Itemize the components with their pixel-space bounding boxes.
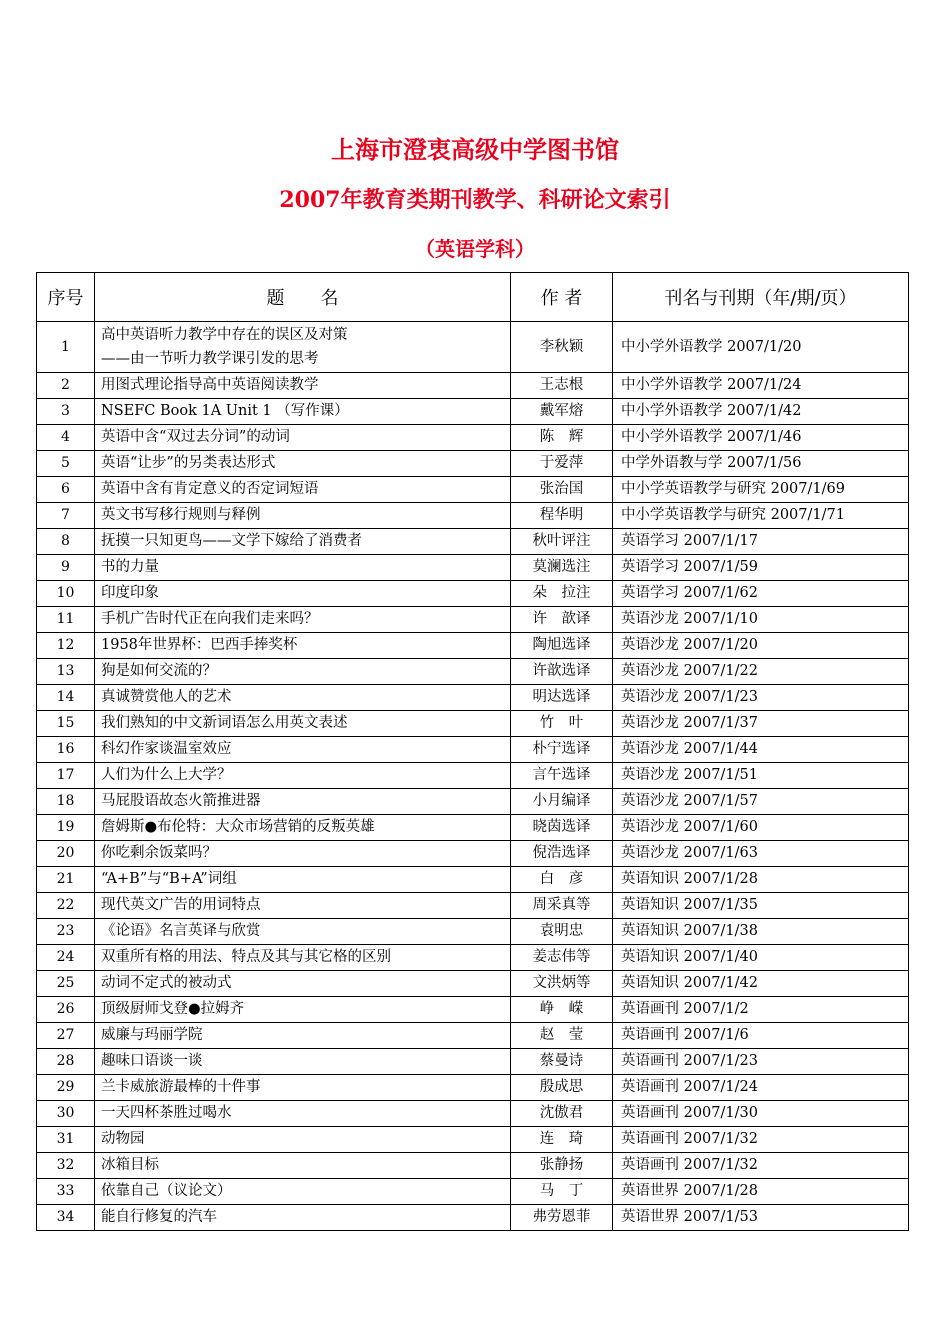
row-number: 33 [37,1179,95,1205]
row-journal: 中小学英语教学与研究 2007/1/69 [613,477,909,503]
row-number: 2 [37,373,95,399]
row-title: 威廉与玛丽学院 [95,1023,511,1049]
row-author: 姜志伟等 [511,945,613,971]
row-number: 17 [37,763,95,789]
row-number: 3 [37,399,95,425]
table-row [37,451,909,477]
row-journal: 英语沙龙 2007/1/51 [613,763,909,789]
table-row [37,529,909,555]
row-author: 张治国 [511,477,613,503]
row-title: 双重所有格的用法、特点及其与其它格的区别 [95,945,511,971]
row-journal: 英语画刊 2007/1/32 [613,1153,909,1179]
row-title [95,322,511,373]
row-author: 许 歆译 [511,607,613,633]
table-row [37,1023,909,1049]
row-title: 动物园 [95,1127,511,1153]
row-journal: 英语知识 2007/1/28 [613,867,909,893]
row-author: 陶旭选译 [511,633,613,659]
row-journal: 中小学外语教学 2007/1/20 [613,322,909,373]
row-author: 朴宁选译 [511,737,613,763]
row-title: 印度印象 [95,581,511,607]
row-journal: 英语知识 2007/1/35 [613,893,909,919]
row-title: 狗是如何交流的？ [95,659,511,685]
row-journal: 英语画刊 2007/1/30 [613,1101,909,1127]
row-author: 周采真等 [511,893,613,919]
row-number: 1 [37,322,95,373]
row-title: 詹姆斯●布伦特：大众市场营销的反叛英雄 [95,815,511,841]
table-row [37,841,909,867]
row-journal: 英语沙龙 2007/1/37 [613,711,909,737]
row-title: 我们熟知的中文新词语怎么用英文表述 [95,711,511,737]
row-journal: 中小学英语教学与研究 2007/1/71 [613,503,909,529]
row-number: 11 [37,607,95,633]
row-number: 31 [37,1127,95,1153]
row-title: 英语中含有肯定意义的否定词短语 [95,477,511,503]
row-title: 现代英文广告的用词特点 [95,893,511,919]
row-journal: 英语沙龙 2007/1/44 [613,737,909,763]
row-author: 蔡曼诗 [511,1049,613,1075]
row-journal: 英语沙龙 2007/1/22 [613,659,909,685]
table-row [37,1153,909,1179]
row-journal: 英语世界 2007/1/28 [613,1179,909,1205]
table-row [37,1101,909,1127]
table-row [37,1205,909,1231]
page-subtitle: 2007年教育类期刊教学、科研论文索引 [279,187,671,213]
row-number: 24 [37,945,95,971]
row-title: 1958年世界杯：巴西手捧奖杯 [95,633,511,659]
row-author: 莫澜选注 [511,555,613,581]
row-author: 朵 拉注 [511,581,613,607]
row-author: 赵 莹 [511,1023,613,1049]
row-author: 许歆选译 [511,659,613,685]
row-title: 英语“让步”的另类表达形式 [95,451,511,477]
table-row [37,789,909,815]
column-header-author: 作 者 [511,273,613,322]
row-journal: 英语知识 2007/1/38 [613,919,909,945]
row-author: 倪浩选译 [511,841,613,867]
row-title-line: 高中英语听力教学中存在的误区及对策 [101,327,348,343]
row-number: 22 [37,893,95,919]
row-number: 30 [37,1101,95,1127]
row-number: 13 [37,659,95,685]
table-row [37,971,909,997]
row-number: 25 [37,971,95,997]
row-author: 晓茵选译 [511,815,613,841]
row-author: 李秋颖 [511,322,613,373]
row-number: 20 [37,841,95,867]
table-row [37,685,909,711]
row-number: 9 [37,555,95,581]
table-row [37,555,909,581]
row-author: 马 丁 [511,1179,613,1205]
row-title: 《论语》名言英译与欣赏 [95,919,511,945]
row-number: 10 [37,581,95,607]
table-row [37,737,909,763]
row-title: 抚摸一只知更鸟——文学下嫁给了消费者 [95,529,511,555]
row-title: 英文书写移行规则与释例 [95,503,511,529]
row-number: 5 [37,451,95,477]
row-journal: 英语沙龙 2007/1/63 [613,841,909,867]
row-title: 用图式理论指导高中英语阅读教学 [95,373,511,399]
row-number: 27 [37,1023,95,1049]
row-author: 文洪炳等 [511,971,613,997]
table-row [37,1075,909,1101]
row-author: 沈傲君 [511,1101,613,1127]
row-author: 王志根 [511,373,613,399]
row-title: 人们为什么上大学？ [95,763,511,789]
table-row [37,1179,909,1205]
row-journal: 英语学习 2007/1/59 [613,555,909,581]
row-title: NSEFC Book 1A Unit 1 （写作课） [95,399,511,425]
row-title: 能自行修复的汽车 [95,1205,511,1231]
table-row [37,607,909,633]
table-row [37,997,909,1023]
index-table [36,272,909,1231]
row-author: 秋叶评注 [511,529,613,555]
table-row [37,659,909,685]
row-journal: 中小学外语教学 2007/1/24 [613,373,909,399]
row-title: 真诚赞赏他人的艺术 [95,685,511,711]
row-number: 19 [37,815,95,841]
row-journal: 中小学外语教学 2007/1/42 [613,399,909,425]
row-author: 白 彦 [511,867,613,893]
row-number: 4 [37,425,95,451]
table-row [37,1049,909,1075]
row-number: 18 [37,789,95,815]
table-row [37,425,909,451]
row-title: 动词不定式的被动式 [95,971,511,997]
table-row [37,581,909,607]
row-journal: 英语学习 2007/1/17 [613,529,909,555]
row-title: 你吃剩余饭菜吗？ [95,841,511,867]
row-author: 小月编译 [511,789,613,815]
row-number: 8 [37,529,95,555]
row-journal: 英语知识 2007/1/40 [613,945,909,971]
row-number: 32 [37,1153,95,1179]
row-number: 29 [37,1075,95,1101]
table-row [37,867,909,893]
row-number: 16 [37,737,95,763]
row-number: 6 [37,477,95,503]
row-journal: 英语沙龙 2007/1/20 [613,633,909,659]
row-journal: 英语沙龙 2007/1/57 [613,789,909,815]
row-author: 张静扬 [511,1153,613,1179]
row-title: 依靠自己（议论文） [95,1179,511,1205]
column-header-number: 序号 [37,273,95,322]
column-header-title: 题 名 [95,273,511,322]
table-row [37,633,909,659]
row-journal: 英语画刊 2007/1/6 [613,1023,909,1049]
table-row [37,373,909,399]
row-journal: 英语画刊 2007/1/23 [613,1049,909,1075]
row-journal: 英语学习 2007/1/62 [613,581,909,607]
table-row [37,711,909,737]
row-journal: 中学外语教与学 2007/1/56 [613,451,909,477]
table-row [37,503,909,529]
row-author: 戴军熔 [511,399,613,425]
table-row [37,477,909,503]
row-title: 一天四杯茶胜过喝水 [95,1101,511,1127]
row-journal: 英语世界 2007/1/53 [613,1205,909,1231]
table-row [37,945,909,971]
row-author: 峥 嵘 [511,997,613,1023]
row-number: 28 [37,1049,95,1075]
row-title: 手机广告时代正在向我们走来吗？ [95,607,511,633]
table-row [37,815,909,841]
row-author: 程华明 [511,503,613,529]
row-journal: 英语画刊 2007/1/32 [613,1127,909,1153]
column-header-journal: 刊名与刊期（年/期/页） [613,273,909,322]
row-author: 袁明忠 [511,919,613,945]
row-author: 弗劳恩菲 [511,1205,613,1231]
subject-label: （英语学科） [415,237,535,261]
row-journal: 中小学外语教学 2007/1/46 [613,425,909,451]
row-journal: 英语沙龙 2007/1/23 [613,685,909,711]
table-row [37,763,909,789]
table-row [37,1127,909,1153]
table-row [37,322,909,373]
page-title: 上海市澄衷高级中学图书馆 [331,135,619,164]
row-title: 冰箱目标 [95,1153,511,1179]
row-title: 趣味口语谈一谈 [95,1049,511,1075]
row-title: 马屁股语故态火箭推进器 [95,789,511,815]
table-row [37,399,909,425]
row-journal: 英语知识 2007/1/42 [613,971,909,997]
row-journal: 英语画刊 2007/1/24 [613,1075,909,1101]
row-journal: 英语沙龙 2007/1/60 [613,815,909,841]
row-number: 7 [37,503,95,529]
row-number: 12 [37,633,95,659]
row-journal: 英语沙龙 2007/1/10 [613,607,909,633]
table-row [37,893,909,919]
row-author: 明达选译 [511,685,613,711]
row-title: 兰卡威旅游最棒的十件事 [95,1075,511,1101]
row-number: 21 [37,867,95,893]
row-title: 科幻作家谈温室效应 [95,737,511,763]
table-row [37,919,909,945]
row-journal: 英语画刊 2007/1/2 [613,997,909,1023]
row-title-subline: ——由一节听力教学课引发的思考 [101,351,319,367]
row-title: 书的力量 [95,555,511,581]
row-author: 陈 辉 [511,425,613,451]
row-number: 14 [37,685,95,711]
row-title: 顶级厨师戈登●拉姆齐 [95,997,511,1023]
row-author: 连 琦 [511,1127,613,1153]
row-number: 34 [37,1205,95,1231]
row-author: 言午选译 [511,763,613,789]
table-header-row [37,273,909,322]
row-number: 23 [37,919,95,945]
row-title: 英语中含“双过去分词”的动词 [95,425,511,451]
row-author: 于爱萍 [511,451,613,477]
row-number: 15 [37,711,95,737]
row-author: 殷成思 [511,1075,613,1101]
row-title: “A+B”与“B+A”词组 [95,867,511,893]
row-number: 26 [37,997,95,1023]
row-author: 竹 叶 [511,711,613,737]
